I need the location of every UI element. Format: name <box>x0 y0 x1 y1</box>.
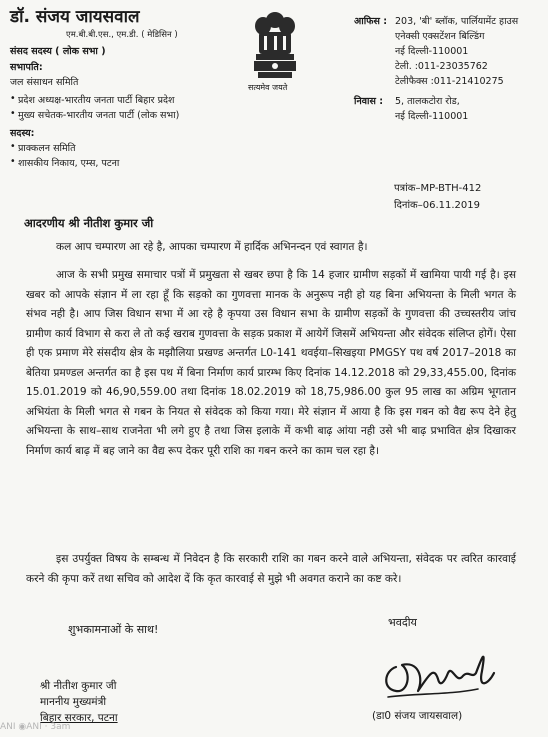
member-item: • प्राक्कलन समिति <box>18 141 76 154</box>
sender-position: संसद सदस्य ( लोक सभा ) <box>10 46 106 57</box>
address-line: 203, 'बी' ब्लॉक, पार्लियामेंट हाउस <box>395 16 519 27</box>
national-emblem <box>250 6 300 94</box>
recipient-block <box>40 678 118 726</box>
member-heading: सदस्य: <box>10 128 35 139</box>
greeting: शुभकामनाओं के साथ! <box>68 623 159 636</box>
fax-line: टेलीफैक्स :011-21410275 <box>395 76 504 87</box>
member-item: • शासकीय निकाय, एम्स, पटना <box>18 156 119 169</box>
signatory-name: (डा0 संजय जायसवाल) <box>372 710 463 722</box>
salutation: आदरणीय श्री नीतीश कुमार जी <box>24 216 154 230</box>
office-address <box>395 14 518 89</box>
chair-item: जल संसाधन समिति <box>10 77 79 88</box>
bullet-item: • मुख्य सचेतक-भारतीय जनता पार्टी (लोक सभा) <box>18 108 179 121</box>
address-line: नई दिल्ली-110001 <box>395 111 469 122</box>
office-label: आफिस : <box>354 16 388 27</box>
recipient-name: श्री नीतीश कुमार जी <box>40 680 117 692</box>
address-line: नई दिल्ली-110001 <box>395 46 469 57</box>
paragraph-3: इस उपर्युक्त विषय के सम्बन्ध में निवेदन है कि सरकारी राशि का गबन करने वाले अभियन्ता, संवेदक पर त्वरित कारवाई करने की कृपा करें तथा सचिव को आदेश दें कि कृत कारवाई से मुझे भी अवगत कराने का कष्ट करे। <box>26 553 516 585</box>
phone-line: टेली. :011-23035762 <box>395 61 488 72</box>
sender-name: डॉ. संजय जायसवाल <box>10 7 140 27</box>
paragraph-2: आज के सभी प्रमुख समाचार पत्रों में प्रमुखता से खबर छपा है कि 14 हजार ग्रामीण सड़कों में खामिया पायी गई है। इस खबर को आपके संज्ञान में ला रहा हूँ कि सड़को का गुणवत्ता मानक के अनुरूप नही हो यह बिना अभियन्ता के मिली भगत के संभव नही है। आप जिस विधान सभा में आ रहे है कृपया उस विधान सभा के ग्रामीण सड़कों के गुणवत्ता की उच्चस्तरीय जांच ग्रामीण कार्य विभाग से करा ले तो कई खराब गुणवत्ता के सड़क प्रकाश में आयेगें जिसमें अभियन्ता और संवेदक संलिप्त होगें। ऐसा ही एक प्रमाण मेरे संसदीय क्षेत्र के मझौलिया प्रखण्ड अन्तर्गत L0-141 थवईया–सिखइया PMGSY पथ वर्ष 2017–2018 का बेतिया प्रमण्डल अन्तर्गत का है इस पथ में बिना निर्माण कार्य प्रारम्भ किए दिनांक 14.12.2018 को 29,33,455.00, दिनांक 15.01.2019 को 46,90,559.00 तथा दिनांक 18.02.2019 को 18,75,986.00 कुल 95 लाख का अग्रिम भूगतान अभियंता के मिली भगत से गबन के नियत से संवेदक को किया गया। मेरे संज्ञान में आया है कि इस गबन को वैद्य रूप देने हेतु अभियन्ता के साथ–साथ राजनेता भी लगे हुए है तथा जिस इलाके में कभी बाढ़ आंया नही उसे भी बाढ़ प्रभावित क्षेत्र दिखाकर निर्माण कार्य बाढ़ में बह जाने का वैद्य रूप देकर पूरी राशि का गबन करने का काम चल रहा है। <box>26 269 516 457</box>
address-line: 5, तालकटोरा रोड, <box>395 96 460 107</box>
handwritten-signature <box>378 643 498 705</box>
letter-number: पत्रांक–MP-BTH-412 <box>394 183 482 194</box>
residence-address <box>395 94 468 124</box>
residence-label: निवास : <box>354 96 384 107</box>
recipient-title: माननीय मुख्यमंत्री <box>40 696 107 708</box>
emblem-caption: सत्यमेव जयते <box>248 83 288 92</box>
bullet-item: • प्रदेश अध्यक्ष-भारतीय जनता पार्टी बिहार प्रदेश <box>18 93 175 106</box>
chair-heading: सभापति: <box>10 62 43 73</box>
address-line: एनेक्सी एक्सटेंशन बिल्डिंग <box>395 31 485 42</box>
closing: भवदीय <box>388 616 417 629</box>
letter-date: दिनांक–06.11.2019 <box>394 200 480 211</box>
watermark: ANI ◉ANI · 3am <box>0 722 71 732</box>
sender-degrees: एम.बी.बी.एस., एम.डी. ( मेडिसिन ) <box>66 30 178 40</box>
paragraph-1: कल आप चम्पारण आ रहे है, आपका चम्पारण में हार्दिक अभिनन्दन एवं स्वागत है। <box>56 241 368 253</box>
recipient-office: बिहार सरकार, पटना <box>40 712 118 724</box>
